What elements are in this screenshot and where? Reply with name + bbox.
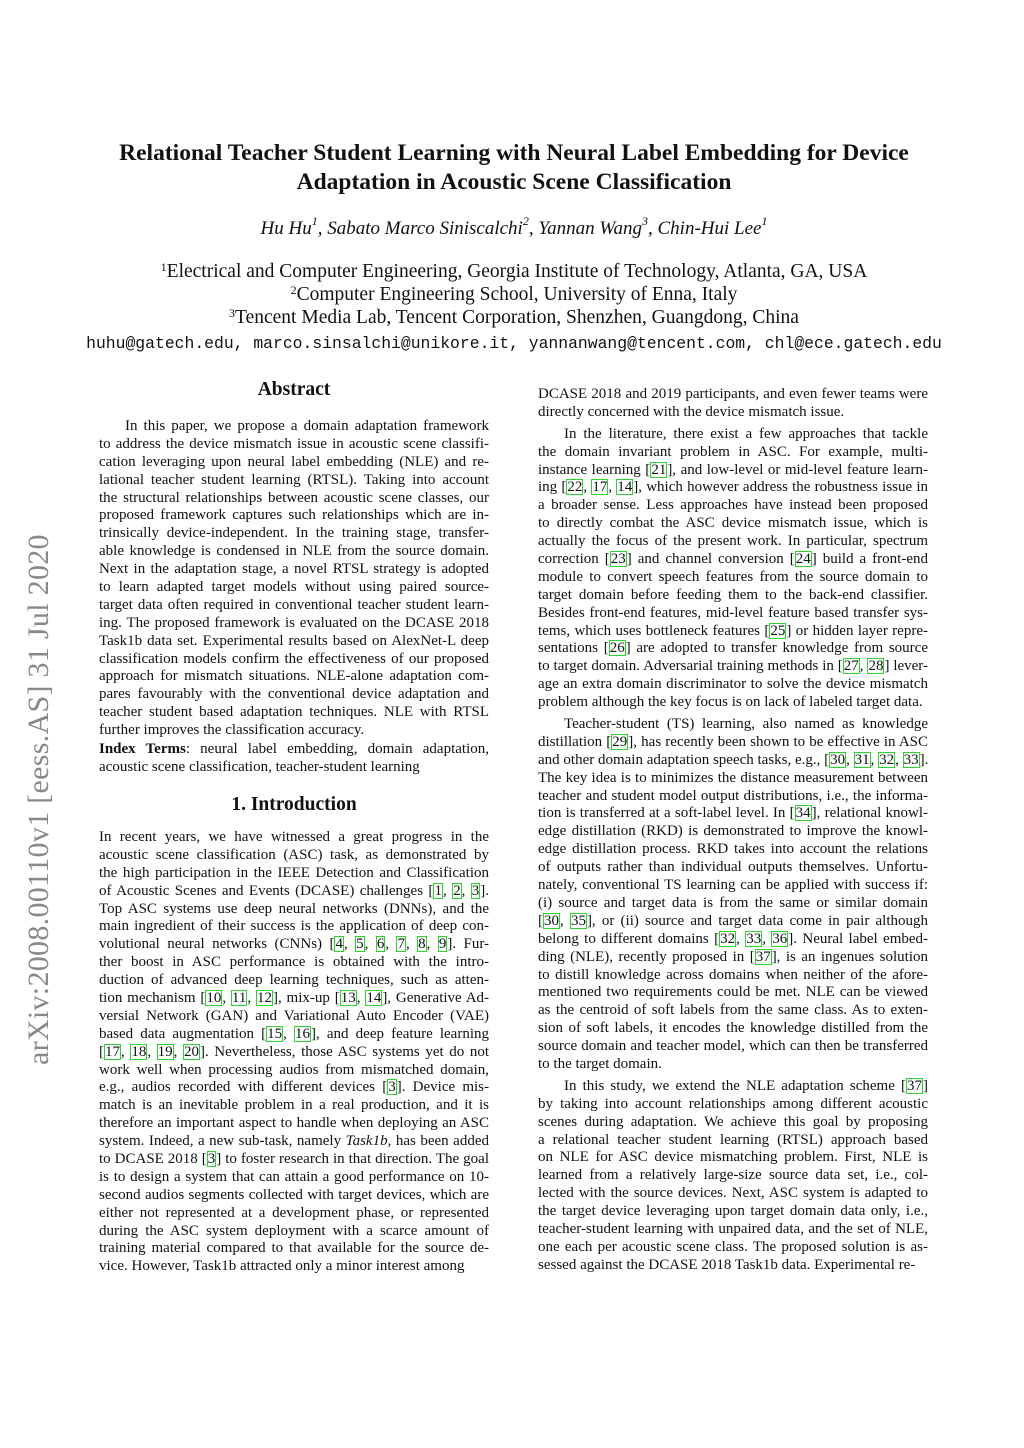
citation-link[interactable]: 8 [418, 936, 426, 953]
text-line: teacher student based adaptation techniques. NLE with RTSL [99, 704, 489, 721]
text-line: volutional neural networks (CNNs) [4, 5, 6, 7, 8, 9]. Fur- [99, 936, 490, 953]
text-line: ther boost in ASC performance is obtained with the intro- [99, 954, 489, 971]
citation-link[interactable]: 30 [544, 912, 559, 929]
text-line: nately, conventional TS learning can be applied with success if: [538, 877, 928, 894]
text-line: a broader sense. Less approaches have instead been proposed [538, 497, 928, 514]
text-line: work well when processing audios from mismatched domain, [99, 1061, 489, 1078]
text-line: vice. However, Task1b attracted only a minor interest among [99, 1258, 465, 1275]
text-line: target domain before feeding them to the back-end classifier. [538, 586, 928, 603]
affiliations [60, 260, 968, 329]
citation-link[interactable]: 37 [907, 1077, 922, 1094]
citation-link[interactable]: 21 [651, 461, 667, 478]
text-line: as the centroid of soft labels from the same class. As to exten- [538, 1002, 928, 1019]
text-line: is to design a system that can attain a good performance on 10- [99, 1168, 489, 1185]
text-line: actually the focus of the present work. In particular, spectrum [538, 533, 928, 550]
text-line: the structural relationships between acoustic scene classes, our [99, 489, 489, 506]
text-line: sessed against the DCASE 2018 Task1b data. Experimental re- [538, 1256, 916, 1273]
citation-link[interactable]: 4 [335, 936, 343, 953]
citation-link[interactable]: 32 [720, 930, 736, 947]
citation-link[interactable]: 14 [617, 479, 633, 496]
text-line: second audios segments collected with target devices, which are [99, 1186, 489, 1203]
emails: huhu@gatech.edu, marco.sinsalchi@unikore.it, yannanwang@tencent.com, chl@ece.gatech.edu [86, 334, 942, 353]
text-line: based data augmentation [15, 16], and deep feature learning [99, 1025, 489, 1042]
citation-link[interactable]: 19 [157, 1043, 173, 1060]
text-line: trinsically device-independent. In the training stage, transfer- [99, 525, 489, 542]
citation-link[interactable]: 3 [388, 1079, 396, 1096]
citation-link[interactable]: 13 [340, 990, 356, 1007]
citation-link[interactable]: 2 [453, 882, 461, 899]
text-line: during the ASC system deployment with a scarce amount of [99, 1222, 489, 1239]
text-line: Next in the adaptation stage, a novel RTSL strategy is adopted [99, 561, 489, 578]
author: Hu Hu [260, 218, 312, 239]
arxiv-stamp: arXiv:2008.00110v1 [eess.AS] 31 Jul 2020 [22, 534, 55, 1065]
text-line: distillation [29], has recently been shown to be effective in ASC [538, 733, 928, 750]
text-line: The key idea is to minimizes the distance measurement between [538, 769, 928, 786]
text-line: training material compared to that available for the source de- [99, 1240, 489, 1257]
citation-link[interactable]: 17 [105, 1043, 120, 1060]
text-line: to learn adapted target models without using paired source- [99, 579, 489, 596]
text-line: the domain invariant problem in ASC. For example, multi- [538, 443, 928, 460]
author-list: Hu Hu$^1$, Sabato Marco Siniscalchi$^2$, Yannan Wang$^3$, Chin-Hui Lee$^1$ [260, 214, 768, 239]
affiliation-text: Electrical and Computer Engineering, Georgia Institute of Technology, Atlanta, GA, USA [166, 261, 868, 282]
text-line: mentioned two requirements could be met. NLE can be viewed [538, 984, 928, 1001]
citation-link[interactable]: 9 [438, 936, 447, 953]
text-line: edge distillation process. RKD takes into account the relations [538, 841, 928, 858]
text-line: In this paper, we propose a domain adaptation framework [125, 418, 489, 434]
text-line: module to convert speech features from the source domain to [538, 568, 928, 585]
text-line: main ingredient of their success is the application of deep con- [99, 918, 489, 935]
text-line: match is an inevitable problem in a real production, and it is [99, 1097, 489, 1114]
index-terms [99, 741, 489, 777]
text-line: In this study, we extend the NLE adaptation scheme [37] [564, 1077, 928, 1094]
text-line: (i) source and target data is from the same or similar domain [538, 894, 928, 911]
text-line: pares favourably with the conventional device adaptation and [99, 686, 489, 703]
text-line: and other domain adaptation speech tasks, e.g., [30, 31, 32, 33]. [538, 751, 929, 768]
text-line [99, 741, 489, 759]
affil-mark: 3 [229, 306, 236, 320]
author-affil-mark: 2 [522, 214, 529, 228]
citation-link[interactable]: 1 [434, 882, 442, 899]
intro-heading: 1. Introduction [231, 794, 357, 815]
text-line: Teacher-student (TS) learning, also named as knowledge [564, 716, 928, 733]
text-line: learned from a relatively large-size source data set, i.e., col- [538, 1167, 928, 1184]
text-line: on NLE for ASC device mismatching problem. First, NLE is [538, 1149, 928, 1166]
citation-link[interactable]: 12 [256, 990, 272, 1007]
text-line: further improves the classification accuracy. [99, 722, 365, 739]
text-line: duction of advanced deep learning techniques, such as atten- [99, 972, 489, 989]
paper-title [60, 139, 968, 197]
text-line: to distill knowledge across domains when neither of the afore- [538, 966, 928, 983]
citation-link[interactable]: 29 [612, 733, 628, 750]
text-line: cation leveraging upon neural label embedding (NLE) and re- [99, 453, 489, 470]
text-line: In recent years, we have witnessed a great progress in the [99, 829, 489, 845]
citation-link[interactable]: 20 [183, 1043, 199, 1060]
text-line: In the literature, there exist a few approaches that tackle [564, 425, 928, 442]
text-line: the high participation in the IEEE Detection and Classification [99, 864, 489, 881]
text-line: acoustic scene classification (ASC) task, as demonstrated by [99, 846, 489, 863]
paragraph [99, 418, 489, 740]
citation-link[interactable]: 22 [567, 479, 583, 496]
text-line: by taking into account relationships among different acoustic [538, 1095, 928, 1112]
citation-link[interactable]: 31 [854, 751, 870, 768]
text-line: scenes during adaptation. We achieve this goal by proposing [538, 1113, 928, 1130]
citation-link[interactable]: 23 [610, 551, 626, 568]
text-line: target data often required in conventional teacher student learn- [99, 596, 489, 613]
paragraph [538, 426, 928, 712]
text-line: tion is transferred at a soft-label level. In [34], relational knowl- [538, 805, 928, 822]
text-line: acoustic scene classification, teacher-student learning [99, 758, 420, 775]
text-line: approach for mismatch situations. NLE-alone adaptation com- [99, 668, 489, 685]
text-line: Besides front-end features, mid-level feature based transfer sys- [538, 604, 928, 621]
text-line: the target device leveraging upon target domain data only, i.e., [538, 1203, 928, 1220]
citation-link[interactable]: 35 [570, 912, 586, 929]
affiliation [60, 283, 968, 306]
author-affil-mark: 1 [311, 214, 318, 228]
citation-link[interactable]: 3 [207, 1151, 216, 1168]
text-line: belong to different domains [32, 33, 36]. Neural label embed- [538, 930, 929, 947]
citation-link[interactable]: 30 [830, 751, 846, 768]
author: Chin-Hui Lee [657, 218, 762, 239]
citation-link[interactable]: 28 [868, 658, 884, 675]
paragraph [538, 386, 928, 422]
text-line: of outputs rather than individual outputs themselves. Unfortu- [538, 859, 928, 876]
citation-link[interactable]: 3 [471, 882, 480, 899]
citation-link[interactable]: 34 [795, 805, 811, 822]
affiliation-text: Computer Engineering School, University of Enna, Italy [296, 284, 738, 305]
text-line: versial Network (GAN) and Variational Auto Encoder (VAE) [99, 1007, 489, 1024]
text-line: problem although the key focus is on lack of labeled target data. [538, 694, 923, 711]
text-line: tion mechanism [10, 11, 12], mix-up [13, 14], Generative Ad- [99, 990, 490, 1007]
text-line: teacher and student model output distributions, i.e., the informa- [538, 787, 928, 804]
citation-link[interactable]: 14 [366, 990, 382, 1007]
text-line: Task1b data set. Experimental results based on AlexNet-L deep [99, 632, 489, 649]
paragraph [99, 829, 489, 1276]
text-line: directly concerned with the device mismatch issue. [538, 403, 845, 420]
citation-link[interactable]: 16 [295, 1025, 311, 1042]
text-line: to directly combat the ASC device mismatch issue, which is [538, 515, 928, 532]
text-line: sentations [26] are adopted to transfer knowledge from source [538, 640, 928, 657]
citation-link[interactable]: 15 [267, 1025, 283, 1042]
text-line: [30, 35], or (ii) source and target data come in pair although [538, 912, 928, 929]
text-line: of Acoustic Scenes and Events (DCASE) challenges [1, 2, 3]. [99, 882, 489, 899]
author-affil-mark: 3 [642, 214, 648, 228]
citation-link[interactable]: 33 [746, 930, 762, 947]
citation-link[interactable]: 6 [376, 936, 385, 953]
citation-link[interactable]: 5 [356, 936, 364, 953]
citation-link[interactable]: 32 [879, 751, 895, 768]
text-line: system. Indeed, a new sub-task, namely Task1b, has been added [99, 1133, 489, 1150]
text-line: sion of soft labels, it encodes the knowledge distilled from the [538, 1020, 928, 1037]
citation-link[interactable]: 37 [755, 948, 771, 965]
abstract-body [99, 418, 489, 744]
text-line: lected with the source devices. Next, ASC system is adapted to [538, 1185, 928, 1202]
text-line: a relational teacher student learning (RTSL) approach based [538, 1131, 928, 1148]
affil-mark: 1 [160, 260, 167, 274]
citation-link[interactable]: 10 [206, 990, 222, 1007]
citation-link[interactable]: 26 [609, 640, 625, 657]
text-line: lational teacher student learning (RTSL). Taking into account [99, 471, 489, 488]
affiliation-text: Tencent Media Lab, Tencent Corporation, Shenzhen, Guangdong, China [235, 307, 799, 328]
text-line: Top ASC systems use deep neural networks (DNNs), and the [99, 900, 489, 917]
text-line: source domain and teacher model, which can then be transferred [538, 1038, 928, 1055]
text-line: ing [22, 17, 14], which however address the robustness issue in [538, 479, 929, 496]
text-line: proposed framework captures such relationships which are in- [99, 507, 489, 524]
text-line: ding (NLE), recently proposed in [37], is an ingenues solution [538, 948, 928, 965]
text-line: [17, 18, 19, 20]. Nevertheless, those ASC systems yet do not [99, 1043, 489, 1060]
text-line: age an extra domain discriminator to solve the device mismatch [538, 676, 928, 693]
citation-link[interactable]: 25 [770, 622, 786, 639]
citation-link[interactable]: 27 [843, 658, 859, 675]
text-line: to DCASE 2018 [3] to foster research in that direction. The goal [99, 1151, 489, 1168]
citation-link[interactable]: 11 [231, 990, 247, 1007]
citation-link[interactable]: 33 [903, 751, 919, 768]
paragraph [538, 1078, 928, 1275]
paragraph [538, 716, 928, 1074]
text-line: ing. The proposed framework is evaluated on the DCASE 2018 [99, 614, 489, 631]
text-line: able knowledge is condensed in NLE from the source domain. [99, 543, 489, 560]
citation-link[interactable]: 18 [131, 1043, 147, 1060]
title-line: Relational Teacher Student Learning with Neural Label Embedding for Device [119, 140, 909, 166]
text-line: either not represented at a development phase, or represented [99, 1204, 489, 1221]
author-affil-mark: 1 [761, 214, 768, 228]
intro-body [99, 829, 489, 1280]
author: Yannan Wang [538, 218, 642, 239]
text-line: tems, which uses bottleneck features [25] or hidden layer repre- [538, 622, 928, 639]
author: Sabato Marco Siniscalchi [327, 218, 523, 239]
text-line: teacher-student learning with unpaired data, and the set of NLE, [538, 1220, 928, 1237]
text-line: correction [23] and channel conversion [24] build a front-end [538, 551, 928, 568]
affiliation [60, 306, 968, 329]
affiliation [60, 260, 968, 283]
text-line: e.g., audios recorded with different devices [3]. Device mis- [99, 1079, 489, 1096]
affil-mark: 2 [290, 283, 297, 297]
text-line: to address the device mismatch issue in acoustic scene classifi- [99, 435, 489, 452]
text-line: to the target domain. [538, 1055, 662, 1072]
text-line: classification models confirm the effectiveness of our proposed [99, 650, 489, 667]
text-line: one each per acoustic scene class. The proposed solution is as- [538, 1238, 928, 1255]
title-line: Adaptation in Acoustic Scene Classification [296, 169, 732, 195]
text-line: instance learning [21], and low-level or mid-level feature learn- [538, 461, 928, 478]
text-line: to target domain. Adversarial training methods in [27, 28] lever- [538, 658, 928, 675]
citation-link[interactable]: 7 [397, 936, 405, 953]
right-column [538, 386, 928, 1279]
index-terms-label: Index Terms [99, 741, 186, 757]
text-line: DCASE 2018 and 2019 participants, and even fewer teams were [538, 386, 928, 402]
index-terms-text: : neural label embedding, domain adaptation, [185, 741, 490, 757]
text-line: therefore an important aspect to handle when deploying an ASC [99, 1115, 489, 1132]
citation-link[interactable]: 24 [795, 551, 811, 568]
citation-link[interactable]: 17 [592, 479, 608, 496]
abstract-heading: Abstract [257, 379, 331, 400]
citation-link[interactable]: 36 [772, 930, 788, 947]
text-line: edge distillation (RKD) is demonstrated to improve the knowl- [538, 823, 928, 840]
